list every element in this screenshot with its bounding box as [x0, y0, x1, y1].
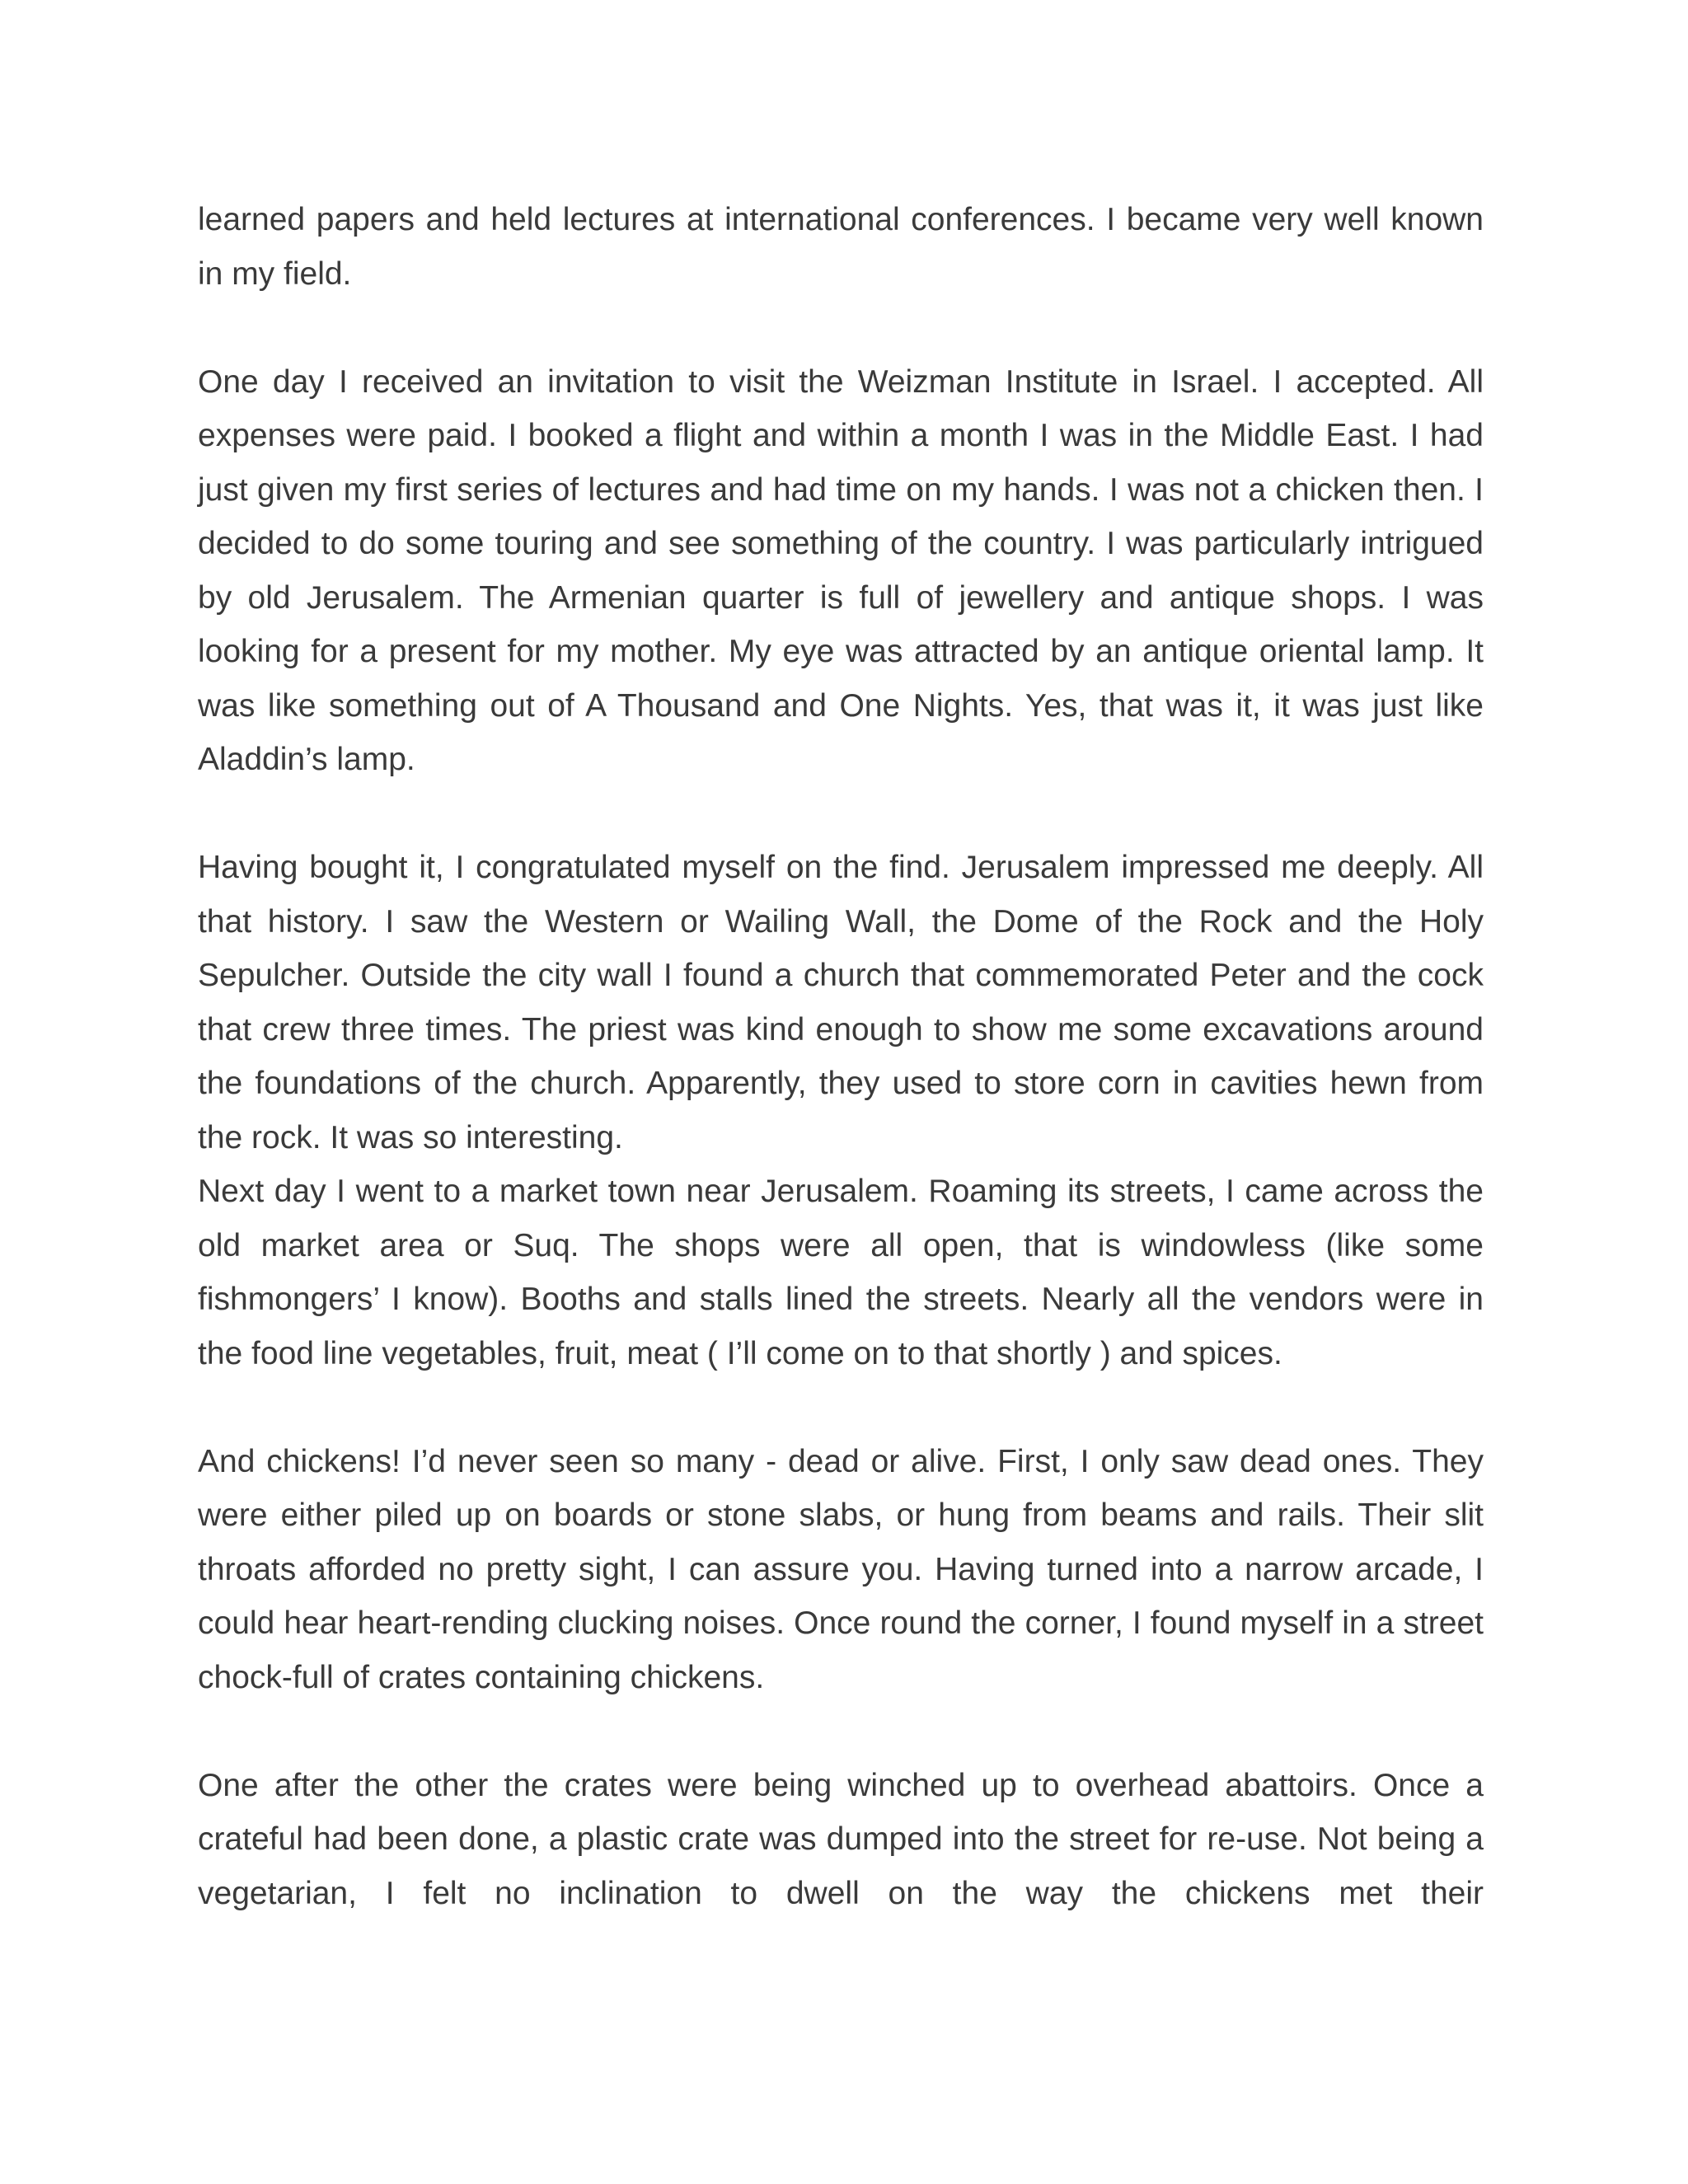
paragraph-4: And chickens! I’d never seen so many - dead or alive. First, I only saw dead ones. They were either piled up on boards or stone slabs, or hung from beams and rails. Their slit throats afforded no pretty sight, I can assure you. Having turned into a narrow arcade, I could hear heart-rending clucking noises. Once round the corner, I found myself in a street chock-full of crates containing chickens. [198, 1443, 1484, 1695]
body-text [198, 193, 1484, 1920]
paragraph-5: One after the other the crates were being winched up to overhead abattoirs. Once a crateful had been done, a plastic crate was dumped into the street for re-use. Not being a vegetarian, I felt no inclination to dwell on the way the chickens met their [198, 1767, 1484, 1911]
paragraph-3: Having bought it, I congratulated myself on the find. Jerusalem impressed me deeply. All that history. I saw the Western or Wailing Wall, the Dome of the Rock and the Holy Sepulcher. Outside the city wall I found a church that commemorated Peter and the cock that crew three times. The priest was kind enough to show me some excavations around the foundations of the church. Apparently, they used to store corn in cavities hewn from the rock. It was so interesting. Next day I went to a market town near Jerusalem. Roaming its streets, I came across the old market area or Suq. The shops were all open, that is windowless (like some fishmongers’ I know). Booths and stalls lined the streets. Nearly all the vendors were in the food line vegetables, fruit, meat ( I’ll come on to that shortly ) and spices. [198, 850, 1484, 1371]
paragraph-2: One day I received an invitation to visit the Weizman Institute in Israel. I accepted. All expenses were paid. I booked a flight and within a month I was in the Middle East. I had just given my first series of lectures and had time on my hands. I was not a chicken then. I decided to do some touring and see something of the country. I was particularly intrigued by old Jerusalem. The Armenian quarter is full of jewellery and antique shops. I was looking for a present for my mother. My eye was attracted by an antique oriental lamp. It was like something out of A Thousand and One Nights. Yes, that was it, it was just like Aladdin’s lamp. [198, 363, 1484, 777]
paragraph-1: learned papers and held lectures at international conferences. I became very well known in my field. [198, 202, 1484, 292]
